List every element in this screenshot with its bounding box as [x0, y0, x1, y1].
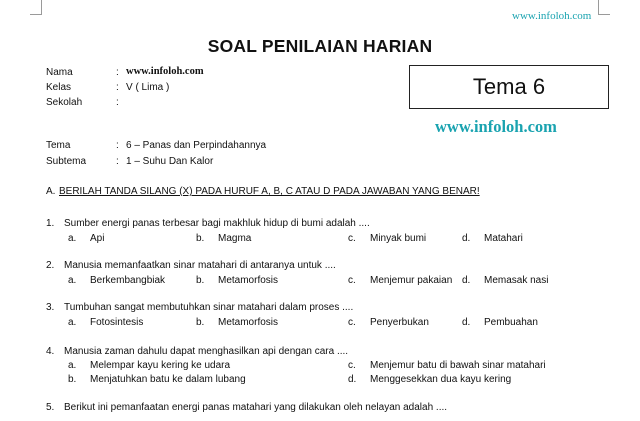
- option-letter: a.: [68, 275, 77, 286]
- option-text: Metamorfosis: [218, 317, 279, 328]
- question-text: Tumbuhan sangat membutuhkan sinar matahari dalam proses ....: [64, 302, 354, 313]
- option-d: [462, 317, 538, 328]
- page-corner-mark-right: [598, 0, 610, 15]
- option-letter: d.: [462, 233, 471, 244]
- identity-colon: :: [116, 82, 119, 93]
- option-d: [462, 275, 548, 286]
- option-d: [462, 233, 523, 244]
- option-letter: c.: [348, 360, 356, 371]
- option-letter: a.: [68, 360, 77, 371]
- option-b: [196, 275, 278, 286]
- option-text: Api: [90, 233, 105, 244]
- question-text: Berikut ini pemanfaatan energi panas matahari yang dilakukan oleh nelayan adalah ....: [64, 402, 448, 413]
- watermark-middle: www.infoloh.com: [435, 117, 557, 136]
- topic-value-subtema: 1 – Suhu Dan Kalor: [126, 156, 214, 167]
- option-letter: b.: [68, 374, 77, 385]
- option-text: Memasak nasi: [484, 275, 549, 286]
- question-number: 1.: [46, 218, 55, 229]
- option-letter: a.: [68, 233, 77, 244]
- topic-label-tema: Tema: [46, 140, 71, 151]
- identity-label-sekolah: Sekolah: [46, 97, 83, 108]
- question-text: Manusia memanfaatkan sinar matahari di antaranya untuk ....: [64, 260, 336, 271]
- option-text: Matahari: [484, 233, 523, 244]
- identity-label-nama: Nama: [46, 67, 73, 78]
- question-number: 2.: [46, 260, 55, 271]
- option-d: [348, 374, 511, 385]
- option-text: Menjemur batu di bawah sinar matahari: [370, 360, 546, 371]
- option-letter: d.: [348, 374, 357, 385]
- identity-colon: :: [116, 97, 119, 108]
- option-letter: c.: [348, 317, 356, 328]
- option-text: Minyak bumi: [370, 233, 427, 244]
- option-b: [196, 317, 278, 328]
- identity-label-kelas: Kelas: [46, 82, 72, 93]
- theme-box: Tema 6: [409, 65, 609, 109]
- question-number: 5.: [46, 402, 55, 413]
- option-letter: b.: [196, 275, 205, 286]
- option-a: [68, 233, 104, 244]
- option-text: Menjatuhkan batu ke dalam lubang: [90, 374, 246, 385]
- topic-value-tema: 6 – Panas dan Perpindahannya: [126, 140, 267, 151]
- option-text: Penyerbukan: [370, 317, 429, 328]
- identity-value-nama: www.infoloh.com: [126, 66, 204, 77]
- option-b: [68, 374, 246, 385]
- option-letter: c.: [348, 233, 356, 244]
- topic-colon: :: [116, 156, 119, 167]
- option-letter: c.: [348, 275, 356, 286]
- option-a: [68, 275, 165, 286]
- option-text: Melempar kayu kering ke udara: [90, 360, 231, 371]
- topic-label-subtema: Subtema: [46, 156, 87, 167]
- option-c: [348, 275, 452, 286]
- option-text: Magma: [218, 233, 252, 244]
- option-a: [68, 360, 230, 371]
- option-text: Pembuahan: [484, 317, 538, 328]
- page-corner-mark-left: [30, 0, 42, 15]
- identity-value-kelas: V ( Lima ): [126, 82, 170, 93]
- option-letter: d.: [462, 275, 471, 286]
- section-label: A.: [46, 186, 56, 197]
- page-title: SOAL PENILAIAN HARIAN: [207, 36, 433, 56]
- option-text: Metamorfosis: [218, 275, 279, 286]
- option-a: [68, 317, 143, 328]
- option-letter: b.: [196, 233, 205, 244]
- watermark-top: www.infoloh.com: [512, 10, 592, 22]
- option-text: Menggesekkan dua kayu kering: [370, 374, 512, 385]
- option-letter: a.: [68, 317, 77, 328]
- option-text: Berkembangbiak: [90, 275, 166, 286]
- identity-colon: :: [116, 67, 119, 78]
- option-text: Fotosintesis: [90, 317, 144, 328]
- question-text: Manusia zaman dahulu dapat menghasilkan api dengan cara ....: [64, 346, 349, 357]
- option-b: [196, 233, 251, 244]
- option-c: [348, 317, 429, 328]
- option-text: Menjemur pakaian: [370, 275, 453, 286]
- option-c: [348, 360, 546, 371]
- question-number: 4.: [46, 346, 55, 357]
- option-letter: b.: [196, 317, 205, 328]
- question-number: 3.: [46, 302, 55, 313]
- question-text: Sumber energi panas terbesar bagi makhluk hidup di bumi adalah ....: [64, 218, 370, 229]
- section-instruction: BERILAH TANDA SILANG (X) PADA HURUF A, B, C ATAU D PADA JAWABAN YANG BENAR!: [59, 186, 480, 197]
- option-letter: d.: [462, 317, 471, 328]
- topic-colon: :: [116, 140, 119, 151]
- option-c: [348, 233, 426, 244]
